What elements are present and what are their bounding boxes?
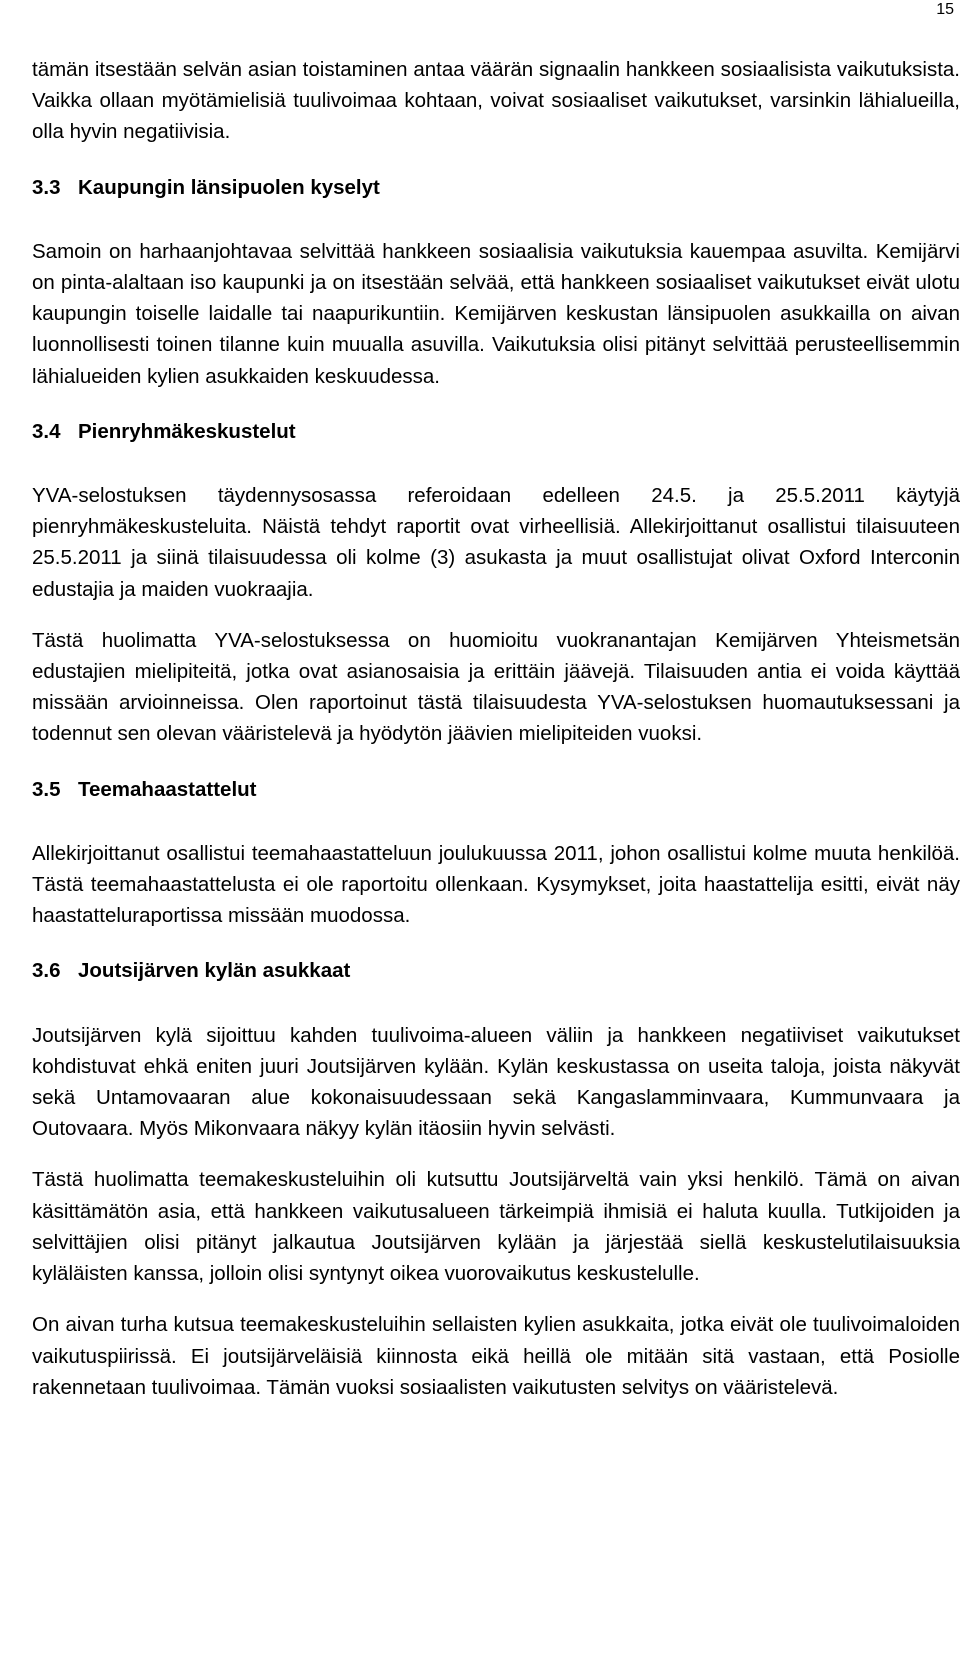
section-title: Pienryhmäkeskustelut: [78, 419, 296, 443]
section-title: Kaupungin länsipuolen kyselyt: [78, 175, 380, 199]
section-heading-3-3: [32, 172, 960, 203]
section-3-6-paragraph-2: Tästä huolimatta teemakeskusteluihin oli kutsuttu Joutsijärveltä vain yksi henkilö. Tämä on aivan käsittämätön asia, että hankkeen vaikutusalueen tärkeimpiä ihmisiä ei haluta kuulla. Tutkijoiden ja selvittäjien olisi pitänyt jalkautua Joutsijärven kylään ja järjestää siellä keskustelutilaisuuksia kyläläisten kanssa, jolloin olisi syntynyt oikea vuorovaikutus keskustelulle.: [32, 1168, 960, 1286]
section-number: 3.5: [32, 777, 61, 801]
section-3-5-paragraph-1: Allekirjoittanut osallistui teemahaastatteluun joulukuussa 2011, johon osallistui kolme muuta henkilöä. Tästä teemahaastattelusta ei ole raportoitu ollenkaan. Kysymykset, joita haastattelija esitti, eivät näy haastatteluraportissa missään muodossa.: [32, 841, 960, 928]
section-title: Joutsijärven kylän asukkaat: [78, 959, 351, 983]
section-heading-3-5: [32, 774, 960, 805]
section-3-4-paragraph-2: Tästä huolimatta YVA-selostuksessa on huomioitu vuokranantajan Kemijärven Yhteismetsän edustajien mielipiteitä, jotka ovat asianosaisia ja erittäin jäävejä. Tilaisuuden antia ei voida käyttää missään arvioinneissa. Olen raportoinut tästä tilaisuudesta YVA-selostuksen huomautuksessani ja todennut sen olevan vääristelevä ja hyödytön jäävien mielipiteiden vuoksi.: [32, 628, 960, 746]
section-3-6-paragraph-1: Joutsijärven kylä sijoittuu kahden tuulivoima-alueen väliin ja hankkeen negatiiviset vaikutukset kohdistuvat ehkä eniten juuri Joutsijärven kylään. Kylän keskustassa on useita taloja, joista näkyvät sekä Untamovaaran alue kokonaisuudessaan sekä Kangaslamminvaara, Kummunvaara ja Outovaara. Myös Mikonvaara näkyy kylän itäosiin hyvin selvästi.: [32, 1023, 960, 1141]
section-title: Teemahaastattelut: [78, 777, 257, 801]
document-body: [32, 54, 960, 1403]
section-number: 3.3: [32, 175, 61, 199]
section-number: 3.6: [32, 959, 61, 983]
page-number: 15: [936, 1, 954, 18]
section-3-6-paragraph-3: On aivan turha kutsua teemakeskusteluihin sellaisten kylien asukkaita, jotka eivät ole tuulivoimaloiden vaikutuspiirissä. Ei joutsijärveläisiä kiinnosta eikä heillä ole mitään sitä vastaan, että Posiolle rakennetaan tuulivoimaa. Tämän vuoksi sosiaalisten vaikutusten selvitys on vääristelevä.: [32, 1313, 960, 1399]
section-3-3-paragraph-1: Samoin on harhaanjohtavaa selvittää hankkeen sosiaalisia vaikutuksia kauempaa asuvilta. Kemijärvi on pinta-alaltaan iso kaupunki ja on itsestään selvää, että hankkeen sosiaaliset vaikutukset eivät ulotu kaupungin toiselle laidalle tai naapurikuntiin. Kemijärven keskustan länsipuolen asukkailla on aivan luonnollisesti toinen tilanne kuin muualla asuvilla. Vaikutuksia olisi pitänyt selvittää perusteellisemmin lähialueiden kylien asukkaiden keskuudessa.: [32, 239, 960, 388]
section-number: 3.4: [32, 419, 61, 443]
section-heading-3-6: [32, 955, 960, 986]
section-3-4-paragraph-1: YVA-selostuksen täydennysosassa referoidaan edelleen 24.5. ja 25.5.2011 käytyjä pienryhmäkeskusteluita. Näistä tehdyt raportit ovat virheellisiä. Allekirjoittanut osallistui tilaisuuteen 25.5.2011 ja siinä tilaisuudessa oli kolme (3) asukasta ja muut osallistujat olivat Oxford Interconin edustajia ja maiden vuokraajia.: [32, 484, 960, 601]
intro-paragraph: tämän itsestään selvän asian toistaminen antaa väärän signaalin hankkeen sosiaalisista vaikutuksista. Vaikka ollaan myötämielisiä tuulivoimaa kohtaan, voivat sosiaaliset vaikutukset, varsinkin lähialueilla, olla hyvin negatiivisia.: [32, 58, 960, 144]
section-heading-3-4: [32, 416, 960, 447]
